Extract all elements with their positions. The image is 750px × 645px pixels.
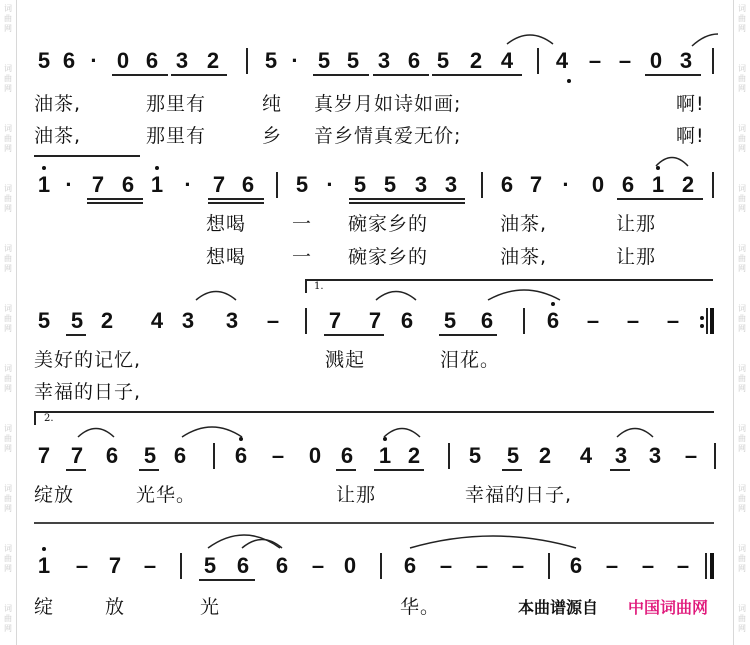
eighth-underline xyxy=(373,74,429,76)
lyric: 让那 xyxy=(616,213,657,235)
note: 4 xyxy=(500,48,514,73)
volta-bracket xyxy=(34,411,714,413)
note: 5 xyxy=(143,443,157,468)
watermark-text: 词 曲 网 xyxy=(4,64,12,93)
eighth-underline xyxy=(171,74,227,76)
note: 1 xyxy=(651,172,665,197)
slur xyxy=(240,534,284,550)
dash: – xyxy=(271,443,285,468)
separator-line xyxy=(34,522,714,524)
note: 0 xyxy=(116,48,130,73)
note: 6 xyxy=(241,172,255,197)
note: 6 xyxy=(173,443,187,468)
augmentation-dot: · xyxy=(291,48,299,73)
dash: – xyxy=(143,553,157,578)
right-watermark-strip xyxy=(733,0,750,645)
watermark-text: 词 曲 网 xyxy=(738,364,746,393)
dash: – xyxy=(266,308,280,333)
lyric: 放 xyxy=(105,596,126,618)
note: 7 xyxy=(529,172,543,197)
barline xyxy=(548,553,550,579)
left-watermark-strip xyxy=(0,0,17,645)
dash: – xyxy=(676,553,690,578)
note: 5 xyxy=(436,48,450,73)
dash: – xyxy=(641,553,655,578)
dash: – xyxy=(666,308,680,333)
barline xyxy=(276,172,278,198)
lyric: 美好的记忆, xyxy=(34,349,142,371)
slur xyxy=(76,423,116,439)
note: 7 xyxy=(328,308,342,333)
watermark-text: 词 曲 网 xyxy=(4,304,12,333)
note: 5 xyxy=(37,308,51,333)
note: 7 xyxy=(212,172,226,197)
lyric: 那里有 xyxy=(146,93,207,115)
watermark-text: 词 曲 网 xyxy=(4,364,12,393)
note: 5 xyxy=(353,172,367,197)
note: 5 xyxy=(203,553,217,578)
augmentation-dot: · xyxy=(562,172,570,197)
barline xyxy=(714,443,716,469)
note: 5 xyxy=(317,48,331,73)
eighth-underline xyxy=(502,469,522,471)
lyric: 想喝 xyxy=(206,213,247,235)
lyric: 啊! xyxy=(676,125,705,147)
note: 2 xyxy=(681,172,695,197)
note: 0 xyxy=(308,443,322,468)
repeat-barline-thick xyxy=(710,308,714,334)
note: 5 xyxy=(468,443,482,468)
watermark-text: 词 曲 网 xyxy=(738,484,746,513)
lyric: 碗家乡的 xyxy=(348,246,429,268)
note: 0 xyxy=(591,172,605,197)
repeat-dot xyxy=(700,324,704,328)
tie xyxy=(408,530,578,550)
lyric: 乡 xyxy=(262,125,283,147)
note: 5 xyxy=(37,48,51,73)
slur xyxy=(505,30,555,46)
note: 5 xyxy=(346,48,360,73)
eighth-underline xyxy=(66,469,86,471)
barline xyxy=(380,553,382,579)
lyric: 一 xyxy=(292,213,313,235)
lyric: 幸福的日子, xyxy=(465,484,573,506)
lyric: 真岁月如诗如画; xyxy=(314,93,462,115)
barline xyxy=(481,172,483,198)
lyric: 油茶, xyxy=(34,93,82,115)
note: 3 xyxy=(414,172,428,197)
high-octave-dot xyxy=(155,166,159,170)
lyric: 油茶, xyxy=(34,125,82,147)
watermark-text: 词 曲 网 xyxy=(4,124,12,153)
watermark-text: 词 曲 网 xyxy=(738,184,746,213)
eighth-underline xyxy=(336,469,356,471)
note: 3 xyxy=(181,308,195,333)
note: 3 xyxy=(679,48,693,73)
note: 6 xyxy=(145,48,159,73)
eighth-underline xyxy=(645,74,701,76)
dash: – xyxy=(311,553,325,578)
final-barline-thick xyxy=(710,553,714,579)
note: 7 xyxy=(368,308,382,333)
note: 6 xyxy=(569,553,583,578)
augmentation-dot: · xyxy=(326,172,334,197)
volta-label: 2. xyxy=(44,413,54,424)
dash: – xyxy=(75,553,89,578)
low-octave-dot xyxy=(567,79,571,83)
slur xyxy=(382,423,422,439)
lyric: 幸福的日子, xyxy=(34,381,142,403)
note: 2 xyxy=(469,48,483,73)
note: 3 xyxy=(377,48,391,73)
watermark-text: 词 曲 网 xyxy=(738,64,746,93)
note: 2 xyxy=(100,308,114,333)
note: 6 xyxy=(621,172,635,197)
volta-bracket-edge xyxy=(34,411,36,425)
eighth-underline xyxy=(313,74,369,76)
note: 3 xyxy=(175,48,189,73)
note: 2 xyxy=(206,48,220,73)
slur xyxy=(654,152,690,168)
eighth-underline xyxy=(66,334,86,336)
lyric: 那里有 xyxy=(146,125,207,147)
lyric: 泪花。 xyxy=(440,349,501,371)
watermark-text: 词 曲 网 xyxy=(4,424,12,453)
note: 5 xyxy=(383,172,397,197)
note: 0 xyxy=(649,48,663,73)
high-octave-dot xyxy=(42,547,46,551)
watermark-text: 词 曲 网 xyxy=(738,424,746,453)
lyric: 油茶, xyxy=(500,246,548,268)
dash: – xyxy=(618,48,632,73)
note: 3 xyxy=(225,308,239,333)
lyric: 溅起 xyxy=(325,349,366,371)
lyric: 绽放 xyxy=(34,484,75,506)
eighth-underline xyxy=(87,198,143,200)
eighth-underline xyxy=(439,334,497,336)
sixteenth-underline xyxy=(87,202,143,204)
barline xyxy=(213,443,215,469)
watermark-text: 词 曲 网 xyxy=(738,604,746,633)
source-site-link[interactable]: 中国词曲网 xyxy=(628,598,709,617)
dash: – xyxy=(626,308,640,333)
watermark-text: 词 曲 网 xyxy=(4,484,12,513)
sixteenth-underline xyxy=(349,202,465,204)
watermark-text: 词 曲 网 xyxy=(738,544,746,573)
dash: – xyxy=(586,308,600,333)
lyric: 光华。 xyxy=(136,484,197,506)
barline xyxy=(305,308,307,334)
eighth-underline xyxy=(208,198,264,200)
barline xyxy=(712,172,714,198)
note: 6 xyxy=(340,443,354,468)
note: 1 xyxy=(37,172,51,197)
source-label: 本曲谱源自 xyxy=(518,598,599,617)
note: 3 xyxy=(444,172,458,197)
lyric: 让那 xyxy=(336,484,377,506)
slur xyxy=(374,286,418,302)
note: 6 xyxy=(407,48,421,73)
note: 5 xyxy=(295,172,309,197)
barline xyxy=(537,48,539,74)
eighth-underline xyxy=(374,469,424,471)
eighth-underline xyxy=(324,334,384,336)
slur xyxy=(194,286,238,302)
note: 1 xyxy=(378,443,392,468)
note: 6 xyxy=(480,308,494,333)
lyric: 音乡情真爱无价; xyxy=(314,125,462,147)
eighth-underline xyxy=(617,198,703,200)
note: 7 xyxy=(70,443,84,468)
eighth-underline xyxy=(349,198,465,200)
note: 6 xyxy=(236,553,250,578)
tie-arc xyxy=(690,32,720,48)
note: 6 xyxy=(546,308,560,333)
dash: – xyxy=(588,48,602,73)
note: 5 xyxy=(443,308,457,333)
barline xyxy=(712,48,714,74)
slur xyxy=(180,421,244,439)
watermark-text: 词 曲 网 xyxy=(4,544,12,573)
volta-bracket xyxy=(305,279,713,281)
note: 6 xyxy=(234,443,248,468)
watermark-text: 词 曲 网 xyxy=(4,184,12,213)
note: 6 xyxy=(62,48,76,73)
watermark-text: 词 曲 网 xyxy=(738,304,746,333)
augmentation-dot: · xyxy=(90,48,98,73)
eighth-underline xyxy=(432,74,522,76)
lyric: 一 xyxy=(292,246,313,268)
dash: – xyxy=(684,443,698,468)
watermark-text: 词 曲 网 xyxy=(738,124,746,153)
repeat-barline-thin xyxy=(706,308,708,334)
watermark-text: 词 曲 网 xyxy=(738,4,746,33)
watermark-text: 词 曲 网 xyxy=(4,244,12,273)
note: 0 xyxy=(343,553,357,578)
note: 2 xyxy=(407,443,421,468)
watermark-text: 词 曲 网 xyxy=(4,604,12,633)
note: 5 xyxy=(506,443,520,468)
final-barline-thin xyxy=(705,553,707,579)
lyric: 想喝 xyxy=(206,246,247,268)
note: 6 xyxy=(500,172,514,197)
eighth-underline xyxy=(139,469,159,471)
lyric: 碗家乡的 xyxy=(348,213,429,235)
note: 6 xyxy=(121,172,135,197)
barline xyxy=(246,48,248,74)
lyric: 光 xyxy=(200,596,221,618)
dash: – xyxy=(439,553,453,578)
note: 1 xyxy=(150,172,164,197)
high-octave-dot xyxy=(551,302,555,306)
note: 3 xyxy=(648,443,662,468)
note: 5 xyxy=(70,308,84,333)
note: 4 xyxy=(555,48,569,73)
separator-line xyxy=(34,155,140,157)
eighth-underline xyxy=(610,469,630,471)
augmentation-dot: · xyxy=(65,172,73,197)
high-octave-dot xyxy=(42,166,46,170)
barline xyxy=(448,443,450,469)
watermark-text: 词 曲 网 xyxy=(4,4,12,33)
repeat-dot xyxy=(700,316,704,320)
lyric: 纯 xyxy=(262,93,283,115)
dash: – xyxy=(475,553,489,578)
note: 4 xyxy=(150,308,164,333)
note: 6 xyxy=(400,308,414,333)
dash: – xyxy=(511,553,525,578)
note: 7 xyxy=(91,172,105,197)
slur xyxy=(615,423,655,439)
slur xyxy=(486,284,562,302)
note: 5 xyxy=(264,48,278,73)
note: 4 xyxy=(579,443,593,468)
barline xyxy=(523,308,525,334)
note: 2 xyxy=(538,443,552,468)
note: 7 xyxy=(37,443,51,468)
volta-bracket-edge xyxy=(305,279,307,293)
augmentation-dot: · xyxy=(184,172,192,197)
note: 1 xyxy=(37,553,51,578)
sixteenth-underline xyxy=(208,202,264,204)
eighth-underline xyxy=(199,579,255,581)
dash: – xyxy=(605,553,619,578)
note: 6 xyxy=(275,553,289,578)
note: 6 xyxy=(105,443,119,468)
barline xyxy=(180,553,182,579)
lyric: 绽 xyxy=(34,596,55,618)
watermark-text: 词 曲 网 xyxy=(738,244,746,273)
note: 7 xyxy=(108,553,122,578)
note: 6 xyxy=(403,553,417,578)
lyric: 华。 xyxy=(400,596,441,618)
note: 3 xyxy=(614,443,628,468)
eighth-underline xyxy=(112,74,168,76)
lyric: 油茶, xyxy=(500,213,548,235)
volta-label: 1. xyxy=(314,281,324,292)
lyric: 啊! xyxy=(676,93,705,115)
lyric: 让那 xyxy=(616,246,657,268)
